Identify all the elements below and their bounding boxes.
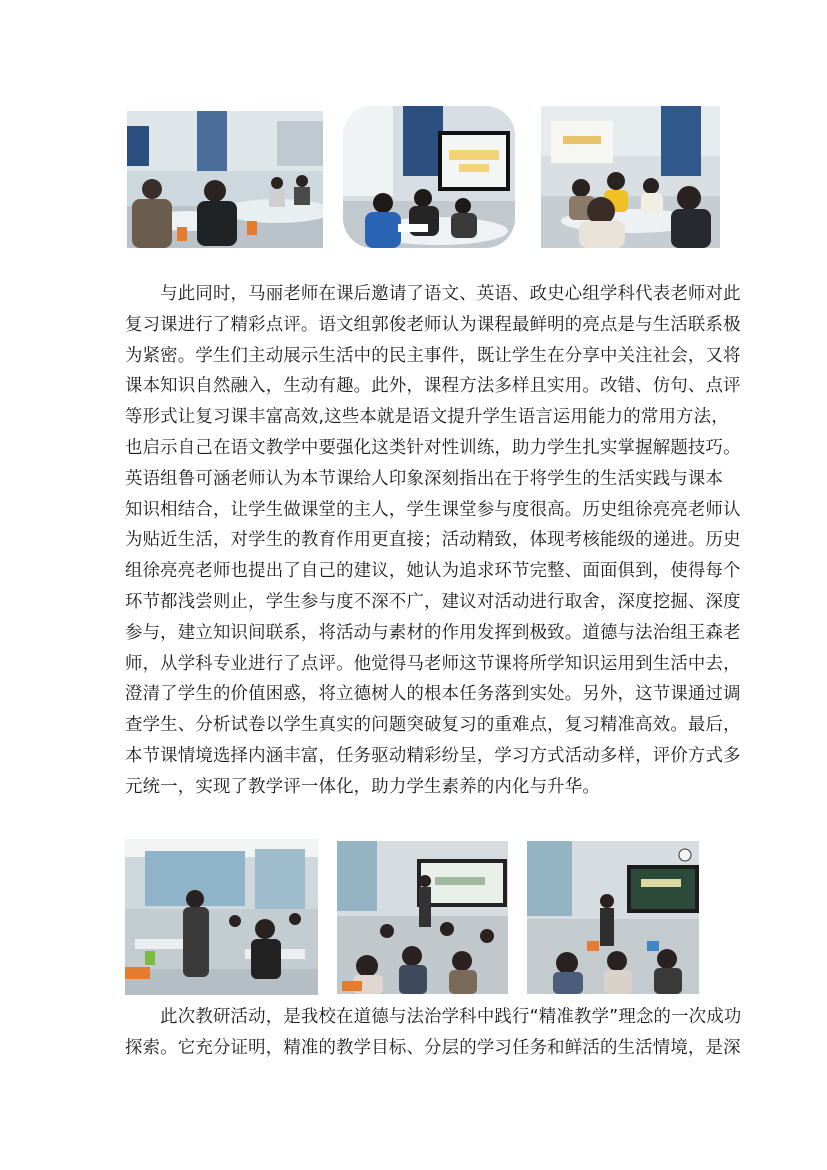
- paragraph-line: 为贴近生活，对学生的教育作用更直接；活动精致，体现考核能级的递进。历史: [125, 530, 741, 551]
- paragraph-line: 探索。它充分证明，精准的教学目标、分层的学习任务和鲜活的生活情境，是深: [125, 1037, 741, 1058]
- paragraph-line: 等形式让复习课丰富高效,这些本就是语文提升学生语言运用能力的常用方法，: [125, 407, 729, 428]
- classroom-photo: [343, 106, 515, 248]
- paragraph-line: 元统一，实现了教学评一体化，助力学生素养的内化与升华。: [125, 776, 600, 797]
- paragraph-line: 知识相结合，让学生做课堂的主人，学生课堂参与度很高。历史组徐亮亮老师认: [125, 499, 741, 520]
- paragraph-line: 查学生、分析试卷以学生真实的问题突破复习的重难点，复习精准高效。最后，: [125, 715, 741, 736]
- paragraph-line: 与此同时，马丽老师在课后邀请了语文、英语、政史心组学科代表老师对此: [125, 284, 741, 304]
- classroom-photo-teacher-walking: [125, 839, 318, 995]
- classroom-photo: [527, 841, 699, 994]
- paragraph-line: 也启示自己在语文教学中要强化这类针对性训练，助力学生扎实掌握解题技巧。: [125, 437, 741, 458]
- classroom-photo: [127, 111, 323, 248]
- paragraph-line: 复习课进行了精彩点评。语文组郭俊老师认为课程最鲜明的亮点是与生活联系极: [125, 314, 741, 335]
- paragraph-line: 为紧密。学生们主动展示生活中的民主事件，既让学生在分享中关注社会，又将: [125, 345, 741, 366]
- paragraph-line: 澄清了学生的价值困惑，将立德树人的根本任务落到实处。另外，这节课通过调: [125, 684, 741, 705]
- paragraph-line: 英语组鲁可涵老师认为本节课给人印象深刻指出在于将学生的生活实践与课本: [125, 468, 724, 489]
- classroom-photo: [125, 839, 318, 995]
- article-paragraph: [125, 1002, 742, 1064]
- classroom-photo: [337, 841, 508, 994]
- classroom-photo-rear-view: [527, 841, 699, 994]
- article-paragraph: [125, 279, 741, 803]
- paragraph-line: 参与，建立知识间联系，将活动与素材的作用发挥到极致。道德与法治组王森老: [125, 622, 741, 643]
- classroom-photo-students-screen: [343, 106, 515, 248]
- classroom-photo-front-view: [337, 841, 508, 994]
- classroom-photo-group-discussion: [541, 106, 720, 248]
- classroom-photo: [541, 106, 720, 248]
- paragraph-line: 组徐亮亮老师也提出了自己的建议，她认为追求环节完整、面面俱到，使得每个: [125, 561, 741, 582]
- paragraph-line: 本节课情境选择内涵丰富，任务驱动精彩纷呈，学习方式活动多样，评价方式多: [125, 745, 741, 766]
- paragraph-line: 师，从学科专业进行了点评。他觉得马老师这节课将所学知识运用到生活中去，: [125, 653, 741, 674]
- paragraph-line: 此次教研活动，是我校在道德与法治学科中践行“精准教学”理念的一次成功: [125, 1007, 742, 1027]
- paragraph-line: 课本知识自然融入，生动有趣。此外，课程方法多样且实用。改错、仿句、点评: [125, 376, 741, 397]
- paragraph-line: 环节都浅尝则止，学生参与度不深不广，建议对活动进行取舍，深度挖掘、深度: [125, 591, 741, 612]
- classroom-photo-teachers-discussion: [127, 111, 323, 248]
